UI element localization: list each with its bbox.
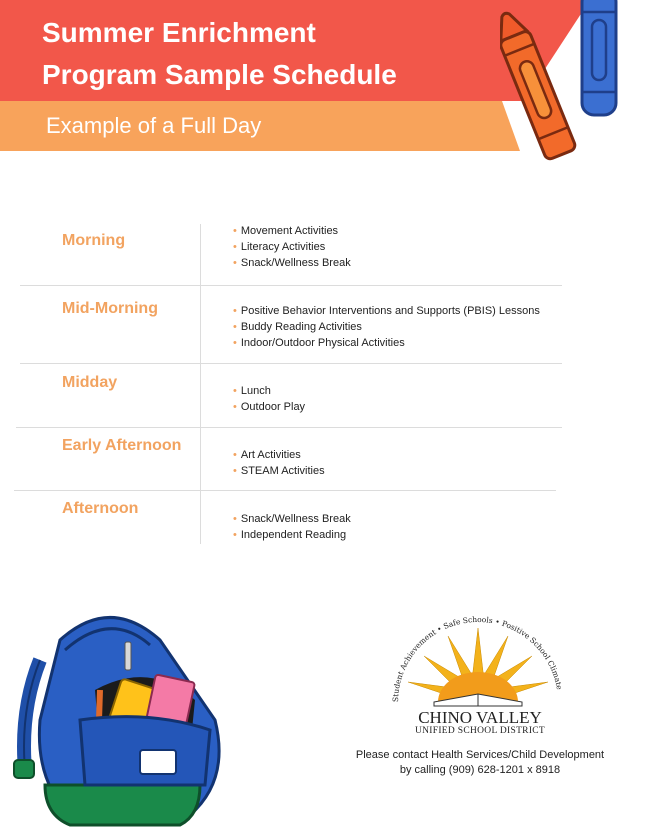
district-subtitle: UNIFIED SCHOOL DISTRICT <box>414 726 546 736</box>
period-label: Midday <box>62 374 118 391</box>
red-crayon-icon <box>500 8 577 161</box>
activity-item: • STEAM Activities <box>233 463 325 479</box>
activity-list <box>233 223 351 271</box>
contact-info <box>330 748 630 778</box>
activity-list <box>233 447 325 479</box>
title-line-2: Program Sample Schedule <box>42 59 397 90</box>
blue-crayon-icon <box>582 0 616 115</box>
crayons-illustration <box>500 0 652 170</box>
logo-arc-text: Student Achievement • Safe Schools • Positive School Climate <box>390 614 565 703</box>
backpack-icon <box>14 618 219 826</box>
activity-item: • Lunch <box>233 383 305 399</box>
period-label: Afternoon <box>62 500 139 517</box>
page-title <box>42 12 397 96</box>
schedule-divider <box>20 363 562 364</box>
period-label: Mid-Morning <box>62 300 158 317</box>
activity-item: • Literacy Activities <box>233 239 351 255</box>
activity-item: • Outdoor Play <box>233 399 305 415</box>
page-subtitle: Example of a Full Day <box>46 113 262 138</box>
activity-item: • Positive Behavior Interventions and Supports (PBIS) Lessons <box>233 303 540 319</box>
activity-item: • Snack/Wellness Break <box>233 511 351 527</box>
district-name: CHINO VALLEY <box>418 708 542 727</box>
schedule-divider <box>20 285 562 286</box>
schedule-divider-vertical <box>200 224 201 544</box>
activity-item: • Buddy Reading Activities <box>233 319 540 335</box>
activity-list <box>233 383 305 415</box>
activity-item: • Art Activities <box>233 447 325 463</box>
activity-item: • Snack/Wellness Break <box>233 255 351 271</box>
activity-item: • Movement Activities <box>233 223 351 239</box>
schedule-divider <box>16 427 562 428</box>
activity-item: • Independent Reading <box>233 527 351 543</box>
activity-list <box>233 511 351 543</box>
schedule-divider <box>14 490 556 491</box>
contact-line-1: Please contact Health Services/Child Development <box>355 749 605 761</box>
title-line-1: Summer Enrichment <box>42 17 316 48</box>
period-label: Morning <box>62 232 126 249</box>
activity-list <box>233 303 540 351</box>
period-label: Early Afternoon <box>62 437 182 454</box>
backpack-illustration <box>0 600 250 836</box>
contact-line-2: by calling (909) 628-1201 x 8918 <box>399 764 561 776</box>
activity-item: • Indoor/Outdoor Physical Activities <box>233 335 540 351</box>
